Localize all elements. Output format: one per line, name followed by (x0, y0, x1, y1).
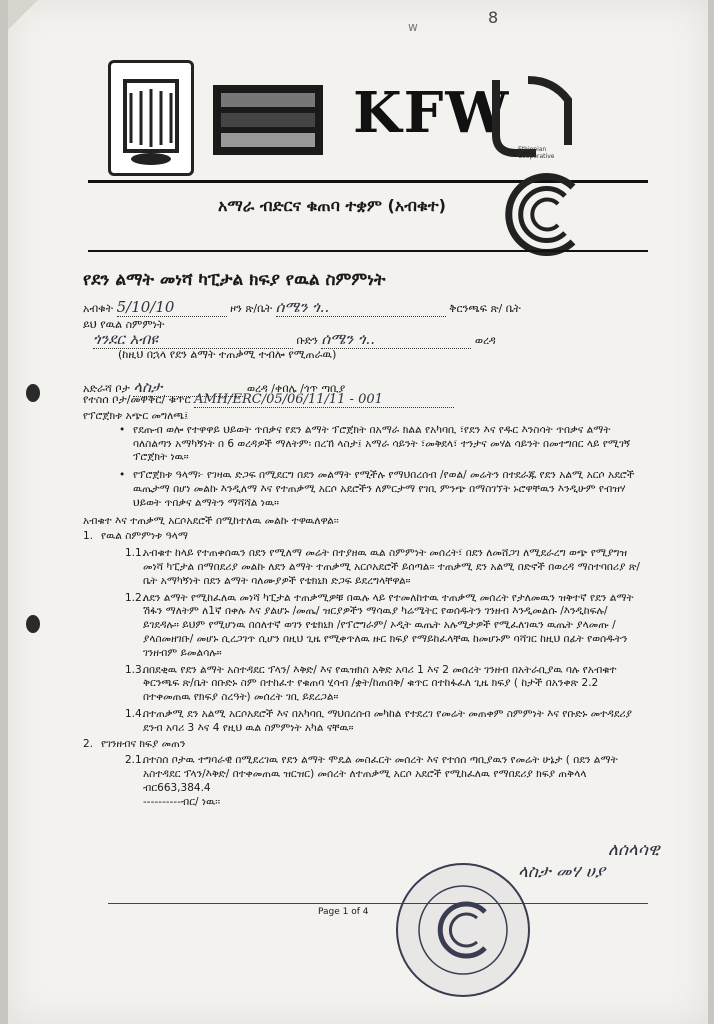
zone-value: ሰሜን ጎ.. (321, 330, 471, 349)
clause-text: አብቁተ ከላይ የተጠቀሰዉን በደን የሚለማ መሬት በተያዘዉ ዉል ስምምነት መሰረት፣ በደን ለመሸጋገ ለሚደራረግ ወጭ የሚያግዝ መነሻ ካፒታል በማበደሪያ መልኩ ለደን ልማት ተጠቃሚ አርሶአደሮች ይሰጣል፡፡ ተጠቃሚ ደን አልሚ በድኖች በወረዳ ማስተባበሪያ ጽ/ ቤት አማካኝነት በደን ልማት ባለሙያዎች የቴክኒክ ድጋፍ ይደረግላቸዋል። (143, 547, 640, 587)
code-label: የተስሰ ቦታ/መዋቅር/ ቁጥር (83, 393, 191, 406)
kfw-logo: KFW (353, 80, 511, 146)
clause-item (83, 754, 643, 795)
clause-item (83, 664, 643, 705)
clause-number: 1.4. (125, 707, 146, 720)
bullet-paragraph: • የደጡብ ወሎ የተዋዋይ ህይወት ጥበቃና የደን ልማት ፕሮጀክት በአማራ ክልል የአካባቢ ፣የደን እና የዱር እንስሳት ጥበቃና ልማት ባለስልጣን አማካኝነት በ 6 ወረዳዎች ማለትም፡ በረኸ ላስታ፤ አማራ ሳይንት ፣መቅደላ፣ ተንታና መሃል ሳይንት በመተግበር ላይ የሚገኝ ፕሮጀክት ነዉ። (83, 424, 643, 465)
organization-title: አማራ ብድርና ቁጠባ ተቋም (አብቁተ) (218, 196, 446, 215)
footer-rule (108, 903, 648, 904)
zone-label: ቡድን (296, 334, 318, 347)
cooperative-logo-caption: Ethiopian Cooperative (518, 146, 555, 160)
header-rule-bottom (88, 250, 648, 252)
page-number: Page 1 of 4 (318, 907, 369, 917)
address-label: አድራሻ ቦታ (83, 382, 130, 395)
handwritten-signature: ለሰላሳዊ (608, 840, 660, 860)
clause-number: 1.2. (125, 591, 146, 604)
number-value: 5/10/10 (117, 298, 227, 317)
clause-number: 1.1. (125, 547, 146, 560)
section-1-heading (83, 530, 643, 544)
number-label: አብቁት (83, 302, 114, 315)
clause-number: 2.1. (125, 754, 146, 767)
clause-text: በተስሰ ቦታዉ ተግባራዊ በሚደረገዉ የደን ልማት ሞዴል መስፈርት መሰረት እና የተሰሰ ጣቢያዉን የመሬት ሁኔታ ( በደን ልማት አስተዳደር ፕላን/እቅድ/ በተቀመጠዉ ዝርዝር) መሰረት ለተጠቃሚ አርሶ አደሮች የሚከፈለዉ የማበደሪያ ክፍያ ጠቅላላ ብር663,384.4 (143, 754, 618, 794)
clause-item (83, 547, 643, 588)
district-label: ቅርንጫፍ ጽ/ ቤት (449, 302, 521, 315)
code-value: AMH/ERC/05/06/11/11 - 001 (194, 392, 454, 408)
section-2-heading (83, 738, 643, 752)
cooperative-logo (488, 70, 578, 160)
address-suffix: ወረዳ /ቀበሌ /ጎጥ ጣቢያ (246, 382, 346, 395)
document-page (8, 0, 708, 1024)
intro-paragraph: አብቁተ እና ተጠቃሚ አርሶአደሮች በሚከተለዉ መልኩ ተዋዉለዋል፡፡ (83, 514, 339, 527)
ethiopia-emblem-logo (108, 60, 194, 176)
address-value: ላስታ (133, 378, 243, 397)
contract-label: ይህ የዉል ስምምነት (83, 318, 165, 331)
clause-number: 1.3. (125, 663, 146, 676)
clause-text: በበደቂዉ የደን ልማት አስተዳደር ፕላን/ እቅድ/ እና የዉዝክስ አቅድ አባሪ 1 እና 2 መሰረት ገንዘብ በአትራቢያዉ ባሉ የአብቁተ ቅርንጫፍ ጽ/ቤት በቡድኑ ስም በተከፈተ የቁጠባ ሂሳብ /ቋት/ከጠበቅ/ ቁጥር በተከፋፈለ ጊዜ ክፍያ ( ከታች በአንቀጽ 2.2 በተቀመጠዉ የክፍያ ስረዓት) መሰረት ገቢ ይደረጋል። (143, 663, 617, 704)
branch-label: ዞን ጽ/ቤት (230, 302, 273, 315)
acsi-emblem (503, 172, 588, 257)
clause-text: በተጠቃሚ ደን አልሚ አርሶአደሮች እና በአካባቢ ማህበረሰብ መካከል የተደረገ የመሬት መጠቀም ስምምነት እና የቡድኑ መተዳደሪያ ደንብ አባሪ 3 እና 4 የዚህ ዉል ስምምነት አካል ናቸዉ። (143, 707, 633, 734)
punch-hole (26, 384, 40, 402)
section-2-tail: ----------ብር/ ነዉ፡፡ (143, 795, 221, 808)
logo-strip (108, 60, 588, 170)
field-row-person (93, 330, 496, 349)
document-body (83, 410, 643, 810)
person-value: ጎንደር አብዩ (93, 330, 293, 349)
official-stamp (393, 860, 533, 1000)
german-cooperation-logo (213, 85, 323, 155)
punch-hole (26, 615, 40, 633)
section-number: 1. (83, 530, 94, 543)
clause-text: ለደን ልማት የሚከፈለዉ መነሻ ካፒታል ተጠቃሚዎቹ በዉሉ ላይ የተመለከተዉ ተጠቃሚ መሰረት የታለመዉን ዝቅተኛ የደን ልማት ሽፋን ማለትም ለ1ኛ በቀሉ እና ያልሆኑ /መጤ/ ዝርያዎችን ማሳዉያ ካሬሜትር የወሰዱትን ገንዘብ እንዲመልሱ /እንዲከፍሉ/ ይገደዳሉ። ይህም የሚሆነዉ በሰለተኛ ወገን የቴክኒክ /የፕሮግራም/ ኦዲት ዉጤት አሉሚታዎች የሚፈለገዉን ዉጤት ያላመጡ /ያላስመዘገቡ/ መሆኑ ሲረጋገጥ ሲሆን በዚህ ጊዜ የሚቀጥለዉ ዙር ክፍያ የማይከፈላቸዉ ከመሆኑም ባሻገር ከዚህ በፊት የወሰዱትን ገንዘብም ይመልሳሉ። (143, 591, 634, 659)
bullet-paragraph: • የፕሮጀክቱ ዓላማ፦ የገዛዉ ድጋፍ በሚደርግ በደን መልማት የሚችሉ የማህበረሰብ /የወል/ መሬትን በተደራጁ የደን አልሚ አርሶ አደሮች ዉጤታማ በሆነ መልኩ እንዲለማ እና የተጠቃሚ አርሶ አደሮችን ለምርታማ የገቢ ምንጭ በማስገኘት ኑሮዋቸዉን እንዲሁም የብዝሃ ህይወት ጥበቃና ልማትን ማሻሻል ነዉ። (83, 469, 643, 510)
field-row-code (83, 392, 454, 408)
branch-value: ሰሜን ጎ.. (276, 298, 446, 317)
section-1-title: የዉል ስምምነቱ ዓላማ (101, 530, 188, 543)
page-number-handwritten: 8 (488, 8, 499, 27)
woreda-label: ወረዳ (474, 334, 496, 347)
scribble-mark: w (408, 20, 418, 34)
section-2-title: የገንዘብና ክፍያ መጠን (101, 737, 186, 750)
clause-item (83, 708, 643, 736)
parenthetical-note: (ከዚህ በኋላ የደን ልማት ተጠቃሚ ተብሎ የሚጠራዉ) (118, 348, 337, 361)
field-row-number (83, 298, 521, 317)
section-number: 2. (83, 737, 94, 750)
document-title: የደን ልማት መነሻ ካፒታል ክፍያ የዉል ስምምነት (83, 270, 386, 290)
purpose-label: የፕሮጀክቱ አጭር መግለጫ፤ (83, 410, 189, 422)
folded-corner (8, 0, 38, 30)
clause-item (83, 592, 643, 661)
handwritten-signature: ላስታ መሃ ሀያ (518, 862, 606, 882)
